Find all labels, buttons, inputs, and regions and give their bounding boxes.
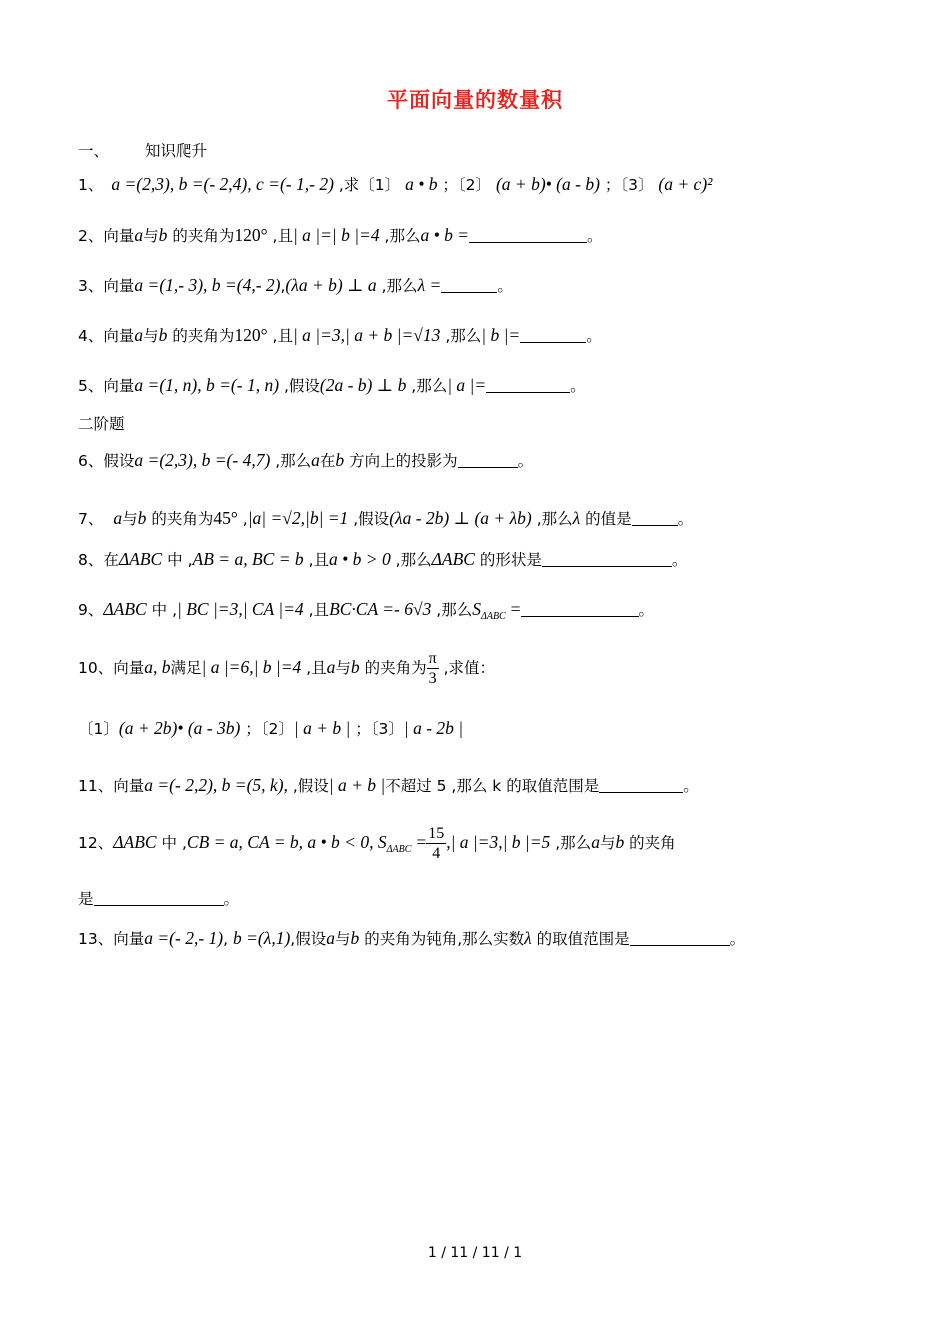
- angle-fraction: [427, 649, 439, 688]
- fraction-denominator: 3: [428, 670, 437, 687]
- math-expression: CB = a, CA = b, a • b < 0, S: [186, 832, 387, 852]
- question-text: 中: [167, 551, 183, 569]
- question-text: 向量: [103, 277, 135, 295]
- question-text: 向量: [113, 659, 145, 677]
- question-text: 。: [677, 510, 694, 528]
- lambda-symbol: λ: [524, 928, 532, 948]
- question-text: ,那么: [436, 601, 473, 619]
- question-text: 与: [122, 510, 138, 528]
- question-number: 10、: [78, 659, 114, 677]
- question-10-parts: [78, 717, 463, 740]
- question-9: [78, 598, 654, 628]
- math-expression: | a |=| b |=4: [292, 225, 380, 245]
- question-text: ,且: [308, 551, 330, 569]
- question-text: ；〔2〕: [442, 176, 492, 194]
- question-text: 。: [638, 601, 655, 619]
- question-text: 在: [319, 452, 336, 470]
- angle-value: 45°: [213, 508, 238, 528]
- fraction-numerator: π: [428, 650, 437, 667]
- question-text: ,那么: [275, 452, 312, 470]
- math-expression: | a |=3,| a + b |=√13: [292, 325, 441, 345]
- question-text: 的夹角为: [172, 227, 235, 245]
- question-text: ,假设: [353, 510, 390, 528]
- vector-b: b: [615, 832, 625, 852]
- section-label: 二阶题: [78, 415, 125, 433]
- triangle-symbol: ΔABC: [118, 549, 163, 569]
- question-text: 向量: [103, 227, 135, 245]
- question-2: [78, 224, 603, 247]
- question-number: 9、: [78, 601, 104, 619]
- question-text: ,假设: [290, 930, 327, 948]
- question-text: 的形状是: [479, 551, 542, 569]
- question-text: 的夹角为: [172, 327, 235, 345]
- question-text: ,假设: [292, 777, 329, 795]
- question-text: 。: [586, 327, 602, 345]
- area-symbol: S: [472, 599, 481, 619]
- answer-blank[interactable]: [469, 226, 587, 243]
- question-number: 7、: [78, 510, 104, 528]
- question-text: ,那么: [536, 510, 573, 528]
- question-text: ；〔3〕: [604, 176, 654, 194]
- math-expression: a =(1, n), b =(- 1, n): [134, 375, 280, 395]
- question-text: 的夹角为钝角,那么实数: [364, 930, 525, 948]
- math-expression: a • b: [405, 174, 438, 194]
- vector-b: b: [137, 508, 147, 528]
- vector-b: b: [335, 450, 345, 470]
- question-text: 的夹角为: [151, 510, 214, 528]
- vector-a: a: [326, 657, 336, 677]
- math-expression: a =(- 2,- 1): [144, 928, 224, 948]
- question-text: 与: [143, 227, 159, 245]
- page-footer: 1 / 11 / 11 / 1: [427, 1245, 523, 1261]
- vector-a: a: [591, 832, 600, 852]
- question-text: 与: [334, 930, 351, 948]
- question-text: 。: [517, 452, 534, 470]
- math-expression: a =(- 2,2), b =(5, k),: [144, 775, 288, 795]
- math-expression: |a| =√2,|b| =1: [247, 508, 349, 528]
- math-expression: a • b =: [420, 225, 470, 245]
- question-text: ,假设: [283, 377, 320, 395]
- answer-blank[interactable]: [441, 276, 497, 293]
- question-10: [78, 645, 495, 690]
- math-expression: | b |=: [481, 325, 521, 345]
- answer-blank[interactable]: [632, 509, 678, 526]
- question-text: ,求值：: [443, 659, 496, 677]
- question-text: ,那么: [381, 277, 418, 295]
- answer-blank[interactable]: [94, 889, 224, 906]
- vector-b: b: [350, 928, 360, 948]
- question-text: ,: [242, 510, 248, 528]
- question-1: [78, 173, 712, 196]
- question-number: 2、: [78, 227, 104, 245]
- question-text: 中: [151, 601, 168, 619]
- question-12: [78, 820, 676, 872]
- question-text: 〔1〕: [78, 720, 119, 738]
- question-7: [78, 507, 693, 530]
- area-fraction: [426, 824, 446, 863]
- question-text: ,且: [272, 327, 293, 345]
- answer-blank[interactable]: [520, 326, 586, 343]
- fraction-numerator: 15: [428, 825, 445, 842]
- lambda-symbol: λ: [572, 508, 581, 528]
- math-expression: AB = a, BC = b: [192, 549, 304, 569]
- page-title: 平面向量的数量积: [387, 88, 563, 112]
- question-3: [78, 274, 513, 297]
- math-expression: BC·CA =- 6√3: [329, 599, 432, 619]
- question-number: 1、: [78, 176, 104, 194]
- question-text: 满足: [170, 659, 202, 677]
- question-text: ；〔2〕: [245, 720, 294, 738]
- question-text: ,那么: [395, 551, 432, 569]
- question-text: ,: [280, 277, 286, 295]
- section-header-1: [78, 140, 207, 162]
- question-11: [78, 774, 699, 797]
- question-text: ,且: [308, 601, 330, 619]
- math-expression: a =(2,3), b =(- 4,7): [134, 450, 271, 470]
- question-text: 与: [143, 327, 159, 345]
- math-expression: (λa + b) ⊥ a: [285, 275, 377, 295]
- question-text: 中: [161, 834, 178, 852]
- vector-a: a: [311, 450, 320, 470]
- math-expression: (a + 2b)• (a - 3b): [118, 718, 241, 738]
- question-number: 8、: [78, 551, 104, 569]
- math-expression: a, b: [144, 657, 171, 677]
- question-8: [78, 548, 687, 571]
- question-text: 。: [671, 551, 688, 569]
- question-text: 在: [103, 551, 119, 569]
- math-expression: | a + b |: [293, 718, 351, 738]
- math-expression: | a + b |: [328, 775, 386, 795]
- area-subscript: ΔABC: [386, 844, 412, 856]
- vector-a: a: [134, 225, 144, 245]
- section-label: 知识爬升: [145, 142, 208, 160]
- question-text: 与: [335, 659, 351, 677]
- section-header-2: [78, 413, 125, 435]
- section-number: 一、: [78, 142, 110, 160]
- question-text: 向量: [113, 777, 145, 795]
- question-text: 假设: [103, 452, 135, 470]
- question-number: 11、: [78, 777, 114, 795]
- math-expression: =: [510, 599, 521, 619]
- question-text: 向量: [103, 377, 135, 395]
- question-text: 的值是: [585, 510, 632, 528]
- question-4: [78, 324, 602, 347]
- question-number: 3、: [78, 277, 104, 295]
- question-text: 向量: [113, 930, 145, 948]
- question-text: ,那么: [445, 327, 482, 345]
- question-text: 方向上的投影为: [349, 452, 458, 470]
- question-text: 不超过 5 ,那么 k 的取值范围是: [385, 777, 600, 795]
- answer-blank[interactable]: [521, 600, 639, 617]
- vector-a: a: [326, 928, 335, 948]
- question-text: ,那么: [411, 377, 448, 395]
- question-text: ,: [187, 551, 193, 569]
- question-number: 5、: [78, 377, 104, 395]
- triangle-symbol: ΔABC: [113, 832, 157, 852]
- question-text: ,: [181, 834, 187, 852]
- question-text: 。: [497, 277, 513, 295]
- triangle-symbol: ΔABC: [103, 599, 147, 619]
- answer-blank[interactable]: [599, 776, 683, 793]
- math-expression: | a |=: [447, 375, 487, 395]
- math-expression: | BC |=3,| CA |=4: [177, 599, 304, 619]
- answer-blank[interactable]: [458, 451, 518, 468]
- math-expression: a • b > 0: [329, 549, 391, 569]
- area-subscript: ΔABC: [480, 611, 506, 623]
- question-text: 的夹角为: [364, 659, 427, 677]
- math-expression: | a - 2b |: [403, 718, 464, 738]
- question-text: 。: [729, 930, 746, 948]
- math-expression: ,| a |=3,| b |=5: [446, 832, 551, 852]
- question-text: ,求〔1〕: [338, 176, 401, 194]
- question-12-continued: [78, 888, 239, 910]
- math-expression: (2a - b) ⊥ b: [319, 375, 407, 395]
- angle-value: 120°: [234, 225, 268, 245]
- question-text: 向量: [103, 327, 135, 345]
- question-text: ,: [223, 930, 229, 948]
- question-number: 12、: [78, 834, 114, 852]
- question-text: ,那么: [384, 227, 421, 245]
- math-expression: a =(2,3), b =(- 2,4), c =(- 1,- 2): [111, 174, 334, 194]
- answer-blank[interactable]: [542, 550, 672, 567]
- question-13: [78, 927, 745, 950]
- question-text: 。: [570, 377, 586, 395]
- question-number: 6、: [78, 452, 104, 470]
- question-text: 的夹角: [629, 834, 676, 852]
- question-text: 。: [223, 890, 240, 908]
- vector-a: a: [134, 325, 144, 345]
- question-6: [78, 449, 533, 472]
- question-text: ；〔3〕: [355, 720, 404, 738]
- answer-blank[interactable]: [630, 929, 730, 946]
- question-text: 的取值范围是: [536, 930, 630, 948]
- math-expression: (a + b)• (a - b): [495, 174, 600, 194]
- question-text: ,那么: [555, 834, 592, 852]
- question-text: ,: [172, 601, 178, 619]
- question-text: 是: [78, 890, 94, 908]
- question-text: 与: [599, 834, 616, 852]
- question-text: ,且: [306, 659, 327, 677]
- math-expression: a =(1,- 3), b =(4,- 2): [134, 275, 281, 295]
- question-number: 4、: [78, 327, 104, 345]
- math-expression: (a + c)²: [658, 174, 713, 194]
- fraction-denominator: 4: [432, 845, 441, 862]
- vector-b: b: [350, 657, 360, 677]
- vector-b: b: [158, 225, 168, 245]
- vector-b: b: [158, 325, 168, 345]
- triangle-symbol: ΔABC: [431, 549, 475, 569]
- question-text: 。: [587, 227, 603, 245]
- question-number: 13、: [78, 930, 114, 948]
- math-expression: λ =: [417, 275, 442, 295]
- math-expression: =: [416, 832, 427, 852]
- question-text: 。: [683, 777, 699, 795]
- math-expression: b =(λ,1): [233, 928, 291, 948]
- vector-a: a: [113, 508, 123, 528]
- math-expression: | a |=6,| b |=4: [201, 657, 302, 677]
- question-5: [78, 374, 586, 397]
- angle-value: 120°: [234, 325, 268, 345]
- question-text: ,且: [272, 227, 293, 245]
- math-expression: (λa - 2b) ⊥ (a + λb): [389, 508, 532, 528]
- answer-blank[interactable]: [486, 376, 570, 393]
